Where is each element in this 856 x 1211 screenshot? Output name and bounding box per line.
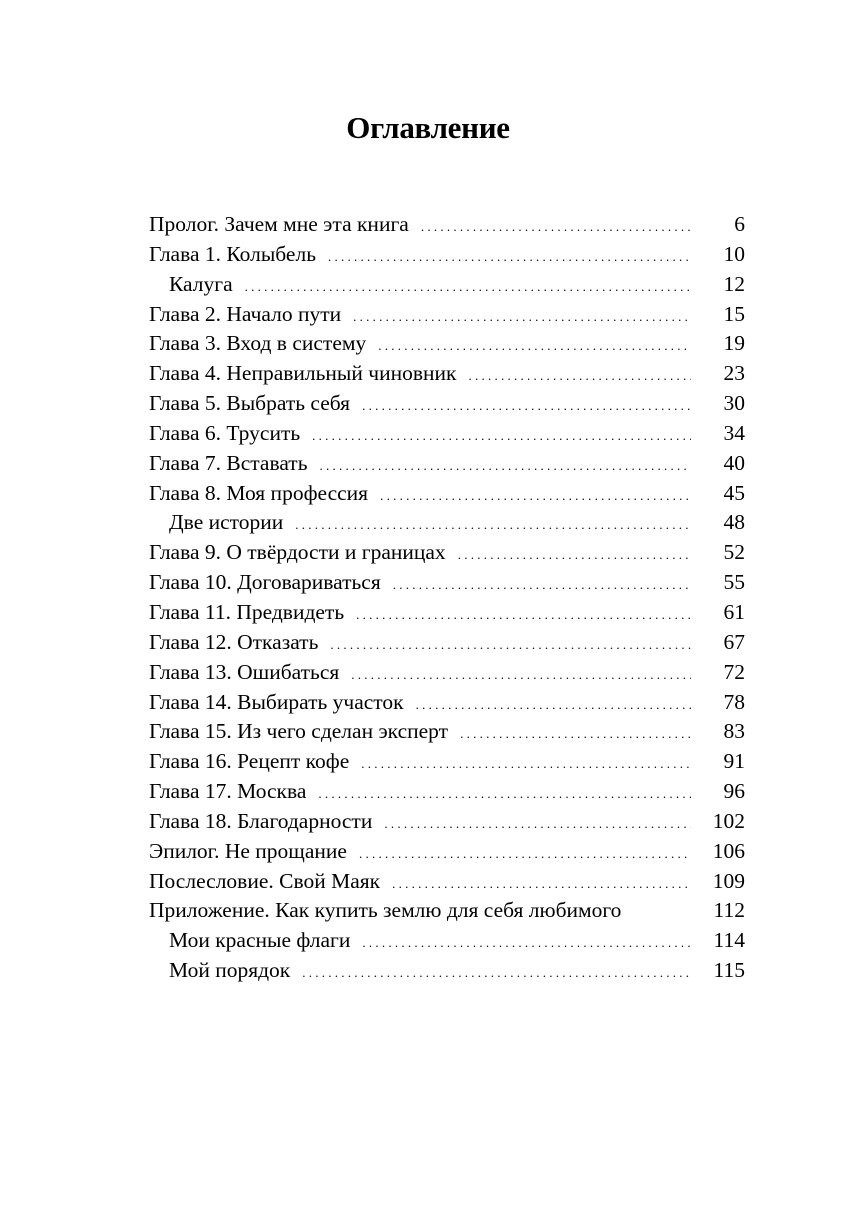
toc-page-number: 91 xyxy=(723,749,745,774)
dot-leader xyxy=(302,958,691,988)
toc-page-number: 67 xyxy=(723,629,745,654)
toc-entry[interactable] xyxy=(149,389,745,419)
toc-entry-title: Глава 13. Ошибаться xyxy=(149,659,340,684)
toc-entry[interactable] xyxy=(149,837,745,867)
toc-subentry[interactable] xyxy=(149,270,745,300)
dot-leader xyxy=(356,600,691,630)
toc-page-number: 112 xyxy=(713,898,745,923)
toc-entry[interactable] xyxy=(149,329,745,359)
toc-entry-title: Мои красные флаги xyxy=(169,928,351,953)
toc-page-number: 34 xyxy=(723,420,745,445)
toc-subentry[interactable] xyxy=(149,956,745,986)
toc-entry-title: Глава 9. О твёрдости и границах xyxy=(149,540,446,565)
toc-page-number: 19 xyxy=(723,331,745,356)
toc-page-number: 115 xyxy=(713,958,745,983)
toc-entry[interactable] xyxy=(149,896,745,926)
dot-leader xyxy=(295,510,691,540)
toc-entry[interactable] xyxy=(149,717,745,747)
toc-entry[interactable] xyxy=(149,419,745,449)
dot-leader xyxy=(245,272,691,302)
toc-entry-title: Глава 10. Договариваться xyxy=(149,570,381,595)
toc-entry-title: Глава 4. Неправильный чиновник xyxy=(149,361,457,386)
dot-leader xyxy=(328,242,691,272)
toc-page-number: 72 xyxy=(723,659,745,684)
dot-leader xyxy=(421,212,691,242)
toc-entry-title: Глава 1. Колыбель xyxy=(149,241,317,266)
toc-entry-title: Глава 7. Вставать xyxy=(149,450,308,475)
toc-entry[interactable] xyxy=(149,300,745,330)
toc-page-number: 106 xyxy=(712,838,745,863)
toc-entry-title: Две истории xyxy=(169,510,284,535)
dot-leader xyxy=(468,361,691,391)
toc-entry-title: Глава 8. Моя профессия xyxy=(149,480,369,505)
toc-page-number: 52 xyxy=(723,540,745,565)
toc-entry[interactable] xyxy=(149,777,745,807)
toc-page-number: 23 xyxy=(723,361,745,386)
dot-leader xyxy=(353,302,691,332)
toc-entry-title: Послесловие. Свой Маяк xyxy=(149,868,381,893)
toc-entry-title: Глава 11. Предвидеть xyxy=(149,599,345,624)
dot-leader xyxy=(359,839,691,869)
toc-entry[interactable] xyxy=(149,240,745,270)
toc-page-number: 109 xyxy=(712,868,745,893)
toc-entry[interactable] xyxy=(149,747,745,777)
toc-entry-title: Глава 15. Из чего сделан эксперт xyxy=(149,719,449,744)
toc-entry[interactable] xyxy=(149,568,745,598)
toc-entry[interactable] xyxy=(149,867,745,897)
dot-leader xyxy=(362,391,691,421)
toc-page-number: 96 xyxy=(723,779,745,804)
toc-page-number: 40 xyxy=(723,450,745,475)
toc-entry-title: Калуга xyxy=(169,271,233,296)
toc-page-number: 12 xyxy=(723,271,745,296)
dot-leader xyxy=(351,660,691,690)
toc-entry-title: Глава 16. Рецепт кофе xyxy=(149,749,350,774)
toc-entry-title: Глава 6. Трусить xyxy=(149,420,301,445)
toc-entry-title: Глава 18. Благодарности xyxy=(149,808,373,833)
toc-entry[interactable] xyxy=(149,598,745,628)
toc-entry-title: Глава 12. Отказать xyxy=(149,629,319,654)
dot-leader xyxy=(384,809,691,839)
toc-page-number: 114 xyxy=(713,928,745,953)
toc-subentry[interactable] xyxy=(149,508,745,538)
toc-entry-title: Приложение. Как купить землю для себя любимого xyxy=(149,898,622,923)
toc-entry-title: Глава 5. Выбрать себя xyxy=(149,391,351,416)
toc-entry-title: Мой порядок xyxy=(169,958,291,983)
toc-page-number: 30 xyxy=(723,391,745,416)
dot-leader xyxy=(458,540,691,570)
dot-leader xyxy=(416,690,691,720)
toc-entry[interactable] xyxy=(149,210,745,240)
toc-entry[interactable] xyxy=(149,807,745,837)
toc-page-number: 61 xyxy=(723,599,745,624)
toc-page-number: 83 xyxy=(723,719,745,744)
toc-page-number: 6 xyxy=(734,212,745,236)
toc-entry[interactable] xyxy=(149,449,745,479)
dot-leader xyxy=(330,630,691,660)
toc-entry-title: Глава 3. Вход в систему xyxy=(149,331,367,356)
toc-entry[interactable] xyxy=(149,479,745,509)
toc-entry[interactable] xyxy=(149,359,745,389)
dot-leader xyxy=(320,451,691,481)
toc-entry[interactable] xyxy=(149,658,745,688)
toc-entry-title: Глава 2. Начало пути xyxy=(149,301,342,326)
dot-leader xyxy=(378,331,691,361)
dot-leader xyxy=(362,928,691,958)
toc-page-number: 15 xyxy=(723,301,745,326)
dot-leader xyxy=(393,570,691,600)
toc-page-number: 48 xyxy=(723,510,745,535)
dot-leader xyxy=(312,421,691,451)
dot-leader xyxy=(361,749,691,779)
dot-leader xyxy=(460,719,691,749)
toc-page-number: 45 xyxy=(723,480,745,505)
toc-entry[interactable] xyxy=(149,688,745,718)
toc-entry-title: Эпилог. Не прощание xyxy=(149,838,347,863)
toc-page-number: 55 xyxy=(723,570,745,595)
toc-entry-title: Глава 14. Выбирать участок xyxy=(149,689,404,714)
toc-page-number: 102 xyxy=(712,808,745,833)
toc-entry-title: Глава 17. Москва xyxy=(149,779,307,804)
dot-leader xyxy=(392,869,691,899)
dot-leader xyxy=(380,481,691,511)
dot-leader xyxy=(318,779,691,809)
toc-entry[interactable] xyxy=(149,628,745,658)
toc-subentry[interactable] xyxy=(149,926,745,956)
toc-page-number: 78 xyxy=(723,689,745,714)
table-of-contents xyxy=(149,210,745,986)
page-title: Оглавление xyxy=(346,110,510,145)
toc-page-number: 10 xyxy=(723,241,745,266)
toc-entry-title: Пролог. Зачем мне эта книга xyxy=(149,212,409,236)
toc-entry[interactable] xyxy=(149,538,745,568)
